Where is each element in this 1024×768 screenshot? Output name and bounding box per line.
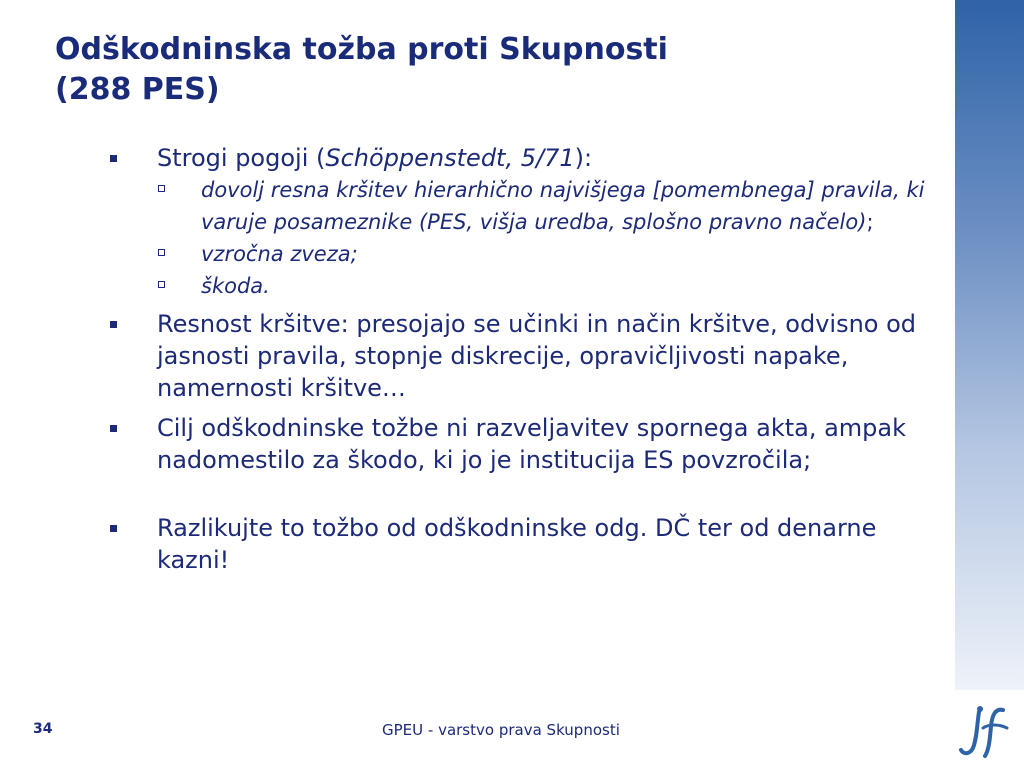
subbullet-serious-breach: [110, 174, 940, 238]
bullet-text-suffix: ):: [574, 144, 593, 172]
slide-title-line-1: Odškodninska tožba proti Skupnosti: [55, 32, 668, 67]
hollow-square-bullet-icon: [158, 281, 165, 288]
subbullet-damage: [110, 270, 940, 302]
case-reference: Schöppenstedt, 5/71: [325, 144, 575, 172]
page-number: 34: [33, 721, 53, 737]
hollow-square-bullet-icon: [158, 249, 165, 256]
bullet-strict-conditions: [110, 142, 940, 174]
slide-title: [55, 30, 935, 110]
bullet-breach-seriousness: [110, 308, 940, 404]
subbullet-text: škoda.: [201, 274, 270, 298]
hollow-square-bullet-icon: [158, 185, 165, 192]
bullet-action-goal: [110, 412, 940, 476]
bullet-distinguish: [110, 512, 940, 576]
bullet-text: Cilj odškodninske tožbe ni razveljavitev spornega akta, ampak nadomestilo za škodo, ki jo je institucija ES povzročila;: [157, 414, 907, 474]
slide-title-line-2: (288 PES): [55, 72, 220, 107]
subbullet-causal-link: [110, 238, 940, 270]
subbullet-text: vzročna zveza;: [201, 242, 358, 266]
footer-text: GPEU - varstvo prava Skupnosti: [382, 721, 620, 739]
slide-content: [110, 142, 940, 576]
bullet-text: Razlikujte to tožbo od odškodninske odg. DČ ter od denarne kazni!: [157, 514, 877, 574]
square-bullet-icon: [110, 321, 117, 328]
subbullet-text: dovolj resna kršitev hierarhično najvišjega [pomembnega] pravila, ki varuje posameznike (PES, višja uredba, splošno pravno načelo): [201, 178, 925, 234]
square-bullet-icon: [110, 425, 117, 432]
faculty-logo-icon: [955, 704, 1015, 760]
square-bullet-icon: [110, 525, 117, 532]
side-gradient-band: [955, 0, 1024, 690]
bullet-text-prefix: Strogi pogoji (: [157, 144, 326, 172]
square-bullet-icon: [110, 155, 117, 162]
bullet-text: Resnost kršitve: presojajo se učinki in način kršitve, odvisno od jasnosti pravila, stopnje diskrecije, opravičljivosti napake, namernosti kršitve…: [157, 310, 917, 402]
subbullet-suffix: ;: [866, 210, 874, 234]
